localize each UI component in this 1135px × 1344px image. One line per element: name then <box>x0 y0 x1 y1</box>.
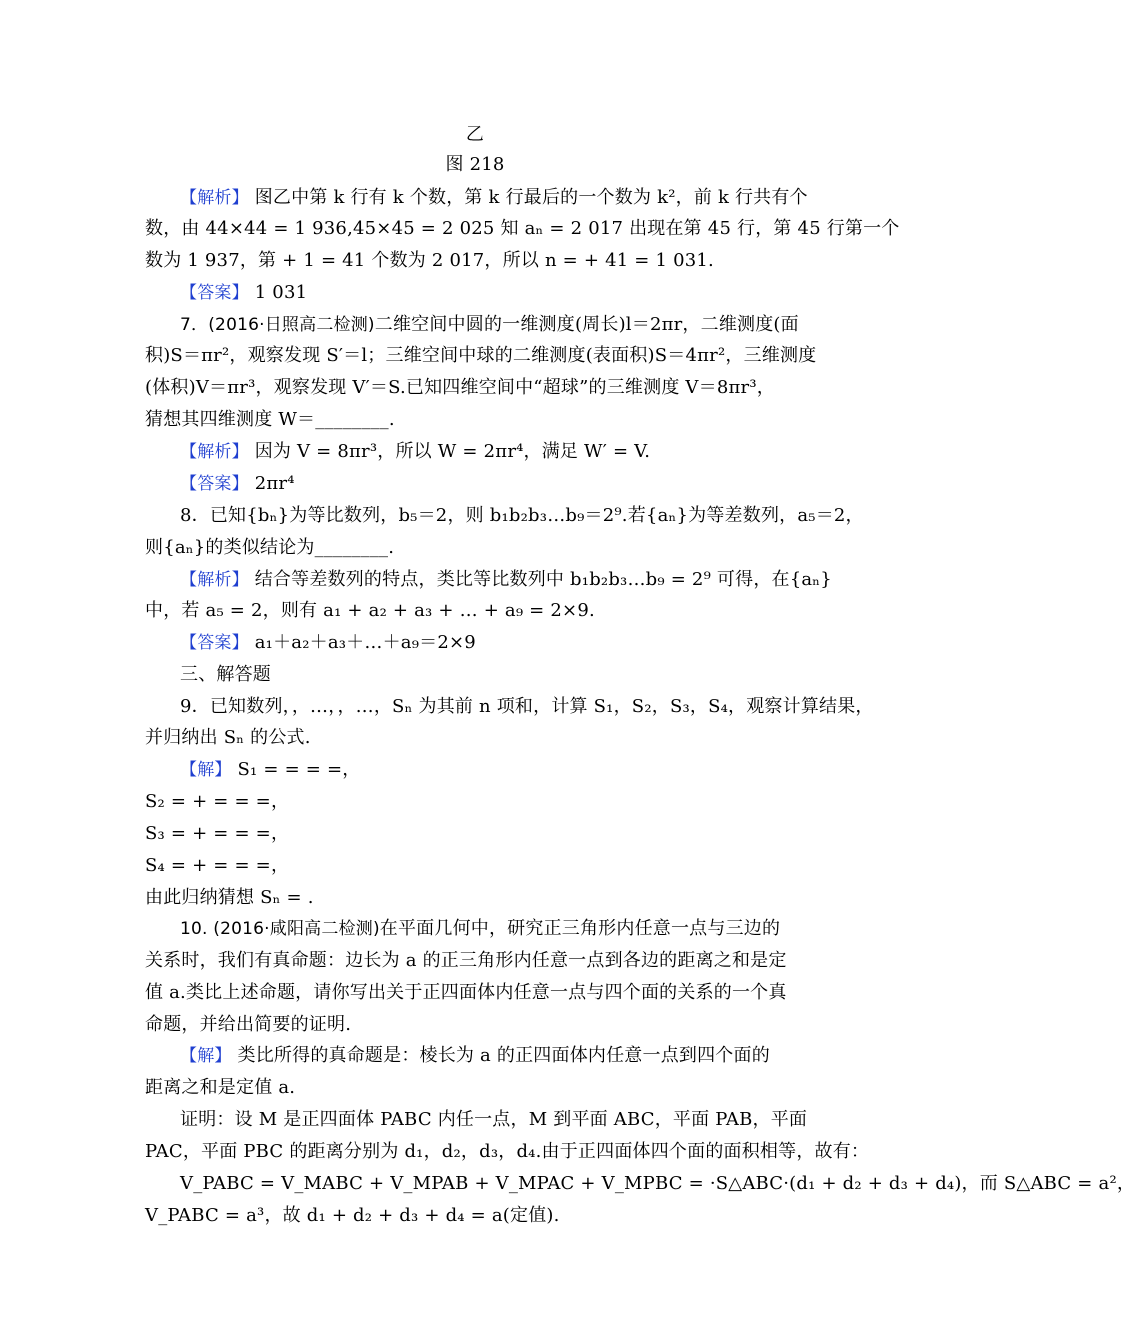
analysis-text: 因为 V = 8πr³，所以 W = 2πr⁴，满足 W′ = V. <box>248 441 651 462</box>
answer-6 <box>180 280 815 306</box>
answer-7 <box>180 471 815 497</box>
answer-text: 1 031 <box>248 282 308 303</box>
proof-line-1: 证明：设 M 是正四面体 PABC 内任一点，M 到平面 ABC，平面 PAB，平面 <box>180 1109 808 1130</box>
problem-9-line-1: 9．已知数列，，…，，…，Sₙ 为其前 n 项和，计算 S₁，S₂，S₃，S₄，观察计算结果， <box>180 696 874 717</box>
analysis-7 <box>180 439 815 465</box>
figure-label: 乙 <box>465 124 485 145</box>
answer-text: 2πr⁴ <box>248 473 295 494</box>
solution-9-s1 <box>180 757 815 783</box>
solution-9-s3: S₃ = + = = =， <box>145 823 290 844</box>
figure-caption: 图 218 <box>445 154 505 175</box>
analysis-text: 图乙中第 k 行有 k 个数，第 k 行最后的一个数为 k²，前 k 行共有个 <box>248 187 808 208</box>
solution-9-conclusion: 由此归纳猜想 Sₙ = . <box>145 887 314 908</box>
problem-9-line-2: 并归纳出 Sₙ 的公式. <box>145 727 311 748</box>
answer-tag: 【答案】 <box>180 474 249 494</box>
analysis-text: 结合等差数列的特点，类比等比数列中 b₁b₂b₃…b₉ = 2⁹ 可得，在{aₙ} <box>248 569 832 590</box>
proof-line-3: V_PABC = V_MABC + V_MPAB + V_MPAC + V_MPBC = ·S△ABC·(d₁ + d₂ + d₃ + d₄)，而 S△ABC = a²， <box>180 1173 1135 1194</box>
answer-tag: 【答案】 <box>180 633 249 653</box>
section-heading: 三、解答题 <box>180 664 271 685</box>
answer-text: a₁＋a₂＋a₃＋…＋a₉＝2×9 <box>248 632 476 653</box>
problem-10-line-3: 值 a.类比上述命题，请你写出关于正四面体内任意一点与四个面的关系的一个真 <box>145 982 787 1003</box>
analysis-tag: 【解析】 <box>180 442 249 462</box>
problem-10-line-2: 关系时，我们有真命题：边长为 a 的正三角形内任意一点到各边的距离之和是定 <box>145 950 787 971</box>
answer-8 <box>180 630 815 656</box>
problem-8-line-1: 8．已知{bₙ}为等比数列，b₅＝2，则 b₁b₂b₃…b₉＝2⁹.若{aₙ}为等差数列，a₅＝2， <box>180 505 864 526</box>
analysis-8-line-1 <box>180 567 832 593</box>
analysis-6-line-1 <box>180 185 815 211</box>
problem-text: 二维空间中圆的一维测度(周长)l＝2πr，二维测度(面 <box>374 314 799 335</box>
analysis-tag: 【解析】 <box>180 570 249 590</box>
solution-9-s4: S₄ = + = = =， <box>145 855 290 876</box>
solution-tag: 【解】 <box>180 760 232 780</box>
solution-text: S₁ = = = =， <box>231 759 361 780</box>
problem-7-line-4: 猜想其四维测度 W＝________. <box>145 409 395 430</box>
analysis-tag: 【解析】 <box>180 188 249 208</box>
solution-10-line-2: 距离之和是定值 a. <box>145 1077 296 1098</box>
proof-line-4: V_PABC = a³，故 d₁ + d₂ + d₃ + d₄ = a(定值). <box>145 1205 560 1226</box>
problem-7-line-3: (体积)V＝πr³，观察发现 V′＝S.已知四维空间中“超球”的三维测度 V＝8πr³， <box>145 377 775 398</box>
problem-text: 在平面几何中，研究正三角形内任意一点与三边的 <box>379 918 781 939</box>
problem-source: 7．(2016·日照高二检测) <box>180 315 375 335</box>
problem-7-line-2: 积)S＝πr²，观察发现 S′＝l；三维空间中球的二维测度(表面积)S＝4πr²，三维测度 <box>145 345 817 366</box>
solution-9-s2: S₂ = + = = =， <box>145 791 290 812</box>
problem-8-line-2: 则{aₙ}的类似结论为________. <box>145 537 395 558</box>
answer-tag: 【答案】 <box>180 283 249 303</box>
problem-10-line-4: 命题，并给出简要的证明. <box>145 1014 352 1035</box>
problem-source: 10. (2016·咸阳高二检测) <box>180 919 380 939</box>
analysis-8-line-2: 中，若 a₅ = 2，则有 a₁ + a₂ + a₃ + … + a₉ = 2×9. <box>145 600 595 621</box>
problem-7-line-1 <box>180 312 815 338</box>
solution-10-line-1 <box>180 1043 815 1069</box>
analysis-6-line-3: 数为 1 937，第 + 1 = 41 个数为 2 017，所以 n = + 41 = 1 031. <box>145 250 714 271</box>
proof-line-2: PAC，平面 PBC 的距离分别为 d₁，d₂，d₃，d₄.由于正四面体四个面的面积相等，故有： <box>145 1141 870 1162</box>
solution-tag: 【解】 <box>180 1046 232 1066</box>
problem-10-line-1 <box>180 916 815 942</box>
solution-text: 类比所得的真命题是：棱长为 a 的正四面体内任意一点到四个面的 <box>231 1045 770 1066</box>
analysis-6-line-2: 数，由 44×44 = 1 936,45×45 = 2 025 知 aₙ = 2 017 出现在第 45 行，第 45 行第一个 <box>145 218 900 239</box>
